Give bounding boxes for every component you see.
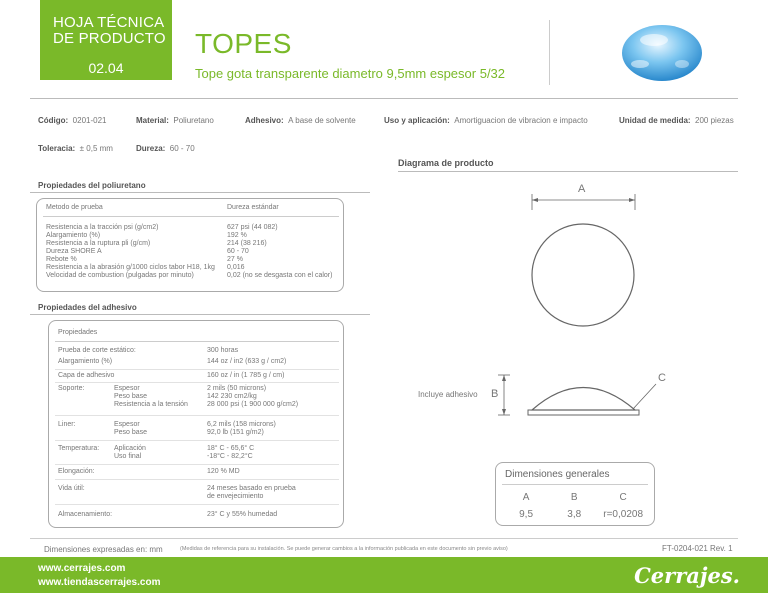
incluye-adhesivo: Incluye adhesivo bbox=[418, 390, 478, 399]
vida-values: 24 meses basado en prueba de envejecimiento bbox=[207, 485, 296, 500]
table-cell: Velocidad de combustion (pulgadas por minuto) bbox=[46, 272, 194, 279]
disclaimer: (Medidas de referencia para su instalación. Se puede generar cambios a la información publicada en este documento sin previo aviso) bbox=[180, 546, 508, 552]
header-rule bbox=[30, 98, 738, 99]
dimensions-box bbox=[495, 462, 655, 526]
value-column bbox=[227, 224, 332, 280]
row-label: Elongación: bbox=[58, 468, 95, 475]
dimensions-title: Dimensiones generales bbox=[505, 469, 610, 480]
table-cell: Resistencia a la ruptura pli (g/cm) bbox=[46, 240, 151, 247]
table-cell: Alargamiento (%) bbox=[46, 232, 101, 239]
table-cell: 60 - 70 bbox=[227, 248, 249, 255]
dimensions-headers bbox=[502, 492, 648, 503]
soporte-values: 2 mils (50 microns) 142 230 cm2/kg 28 000 psi (1 900 000 g/cm2) bbox=[207, 385, 299, 408]
row-value: 300 horas bbox=[207, 347, 239, 354]
table-cell: 27 % bbox=[227, 256, 243, 263]
store-link[interactable]: www.tiendascerrajes.com bbox=[38, 577, 161, 588]
row-label: Liner: bbox=[58, 421, 76, 428]
row-value: 23° C y 55% humedad bbox=[207, 511, 278, 518]
row-label: Soporte: bbox=[58, 385, 85, 392]
adhesivo-header: Propiedades bbox=[58, 329, 98, 336]
header-divider bbox=[549, 20, 550, 85]
table-cell: Dureza SHORE A bbox=[46, 248, 102, 255]
table-header-rule bbox=[43, 216, 339, 217]
table-cell: Resistencia a la tracción psi (g/cm2) bbox=[46, 224, 159, 231]
liner-values: 6,2 mils (158 microns) 92,0 lb (151 g/m2) bbox=[207, 421, 276, 436]
spec-uso: Uso y aplicación: Amortiguacion de vibracion e impacto bbox=[384, 116, 588, 125]
col-header-value: Dureza estándar bbox=[227, 204, 279, 211]
col-header-method: Metodo de prueba bbox=[46, 204, 103, 211]
poliuretano-title: Propiedades del poliuretano bbox=[38, 181, 146, 190]
spec-adhesivo: Adhesivo: A base de solvente bbox=[245, 116, 356, 125]
spec-dureza: Dureza: 60 - 70 bbox=[136, 144, 195, 153]
poliuretano-table bbox=[36, 198, 344, 292]
row-label: Capa de adhesivo bbox=[58, 372, 115, 379]
row-label: Prueba de corte estático: bbox=[58, 347, 136, 354]
page-subtitle: Tope gota transparente diametro 9,5mm espesor 5/32 bbox=[195, 66, 506, 81]
dim-header-c: C bbox=[619, 492, 627, 503]
page-title: TOPES bbox=[195, 28, 292, 59]
bottom-rule bbox=[30, 538, 738, 539]
row-label: Almacenamiento: bbox=[58, 511, 113, 518]
row-label: Alargamiento (%) bbox=[58, 358, 113, 365]
row-divider bbox=[55, 382, 339, 383]
header-line2: DE PRODUCTO bbox=[53, 30, 166, 47]
document-code: FT-0204-021 Rev. 1 bbox=[662, 544, 733, 553]
dimensions-values bbox=[502, 509, 648, 520]
row-value: 120 % MD bbox=[207, 468, 240, 475]
table-cell: Rebote % bbox=[46, 256, 77, 263]
adhesivo-table bbox=[48, 320, 344, 528]
dimensions-rule bbox=[502, 484, 648, 485]
table-cell: 0,02 (no se desgasta con el calor) bbox=[227, 272, 333, 279]
cerrajes-logo: Cerrajes. bbox=[634, 563, 740, 588]
product-photo bbox=[618, 20, 706, 82]
dim-header-b: B bbox=[570, 492, 578, 503]
table-cell: 627 psi (44 082) bbox=[227, 224, 278, 231]
header-line1: HOJA TÉCNICA bbox=[53, 14, 165, 31]
row-label: Temperatura: bbox=[58, 445, 100, 452]
table-cell: 192 % bbox=[227, 232, 247, 239]
row-value: 160 oz / in (1 785 g / cm) bbox=[207, 372, 285, 379]
dim-value-c: r=0,0208 bbox=[603, 509, 644, 520]
spec-material: Material: Poliuretano bbox=[136, 116, 214, 125]
website-link[interactable]: www.cerrajes.com bbox=[38, 563, 126, 574]
adhesivo-rule bbox=[30, 314, 370, 315]
method-column bbox=[46, 224, 215, 280]
diagram-rule bbox=[398, 171, 738, 172]
row-divider bbox=[55, 464, 339, 465]
dim-header-a: A bbox=[522, 492, 530, 503]
adhesivo-header-rule bbox=[55, 341, 339, 342]
row-divider bbox=[55, 415, 339, 416]
spec-unidad: Unidad de medida: 200 piezas bbox=[619, 116, 734, 125]
row-divider bbox=[55, 440, 339, 441]
dim-value-b: 3,8 bbox=[567, 509, 582, 520]
adhesivo-title: Propiedades del adhesivo bbox=[38, 303, 137, 312]
header-badge bbox=[40, 0, 172, 80]
label-a: A bbox=[578, 183, 586, 195]
soporte-sublabels: Espesor Peso base Resistencia a la tensión bbox=[114, 385, 188, 408]
temp-values: 18° C - 65,6° C -18°C - 82,2°C bbox=[207, 445, 255, 460]
units-note: Dimensiones expresadas en: mm bbox=[44, 545, 163, 554]
diagram-title: Diagrama de producto bbox=[398, 158, 494, 168]
row-divider bbox=[55, 479, 339, 480]
label-c: C bbox=[658, 372, 666, 384]
spec-tolerancia: Toleracia: ± 0,5 mm bbox=[38, 144, 113, 153]
spec-codigo: Código: 0201-021 bbox=[38, 116, 107, 125]
dim-value-a: 9,5 bbox=[519, 509, 534, 520]
temp-sublabels: Aplicación Uso final bbox=[114, 445, 146, 460]
row-value: 144 oz / in2 (633 g / cm2) bbox=[207, 358, 287, 365]
poliuretano-rule bbox=[30, 192, 370, 193]
row-divider bbox=[55, 369, 339, 370]
row-label: Vida útil: bbox=[58, 485, 85, 492]
row-divider bbox=[55, 504, 339, 505]
table-cell: 0,016 bbox=[227, 264, 245, 271]
liner-sublabels: Espesor Peso base bbox=[114, 421, 148, 436]
table-cell: Resistencia a la abrasión g/1000 ciclos tabor H18, 1kg bbox=[46, 264, 215, 271]
table-cell: 214 (38 216) bbox=[227, 240, 267, 247]
sheet-number: 02.04 bbox=[88, 60, 124, 76]
label-b: B bbox=[491, 388, 499, 400]
